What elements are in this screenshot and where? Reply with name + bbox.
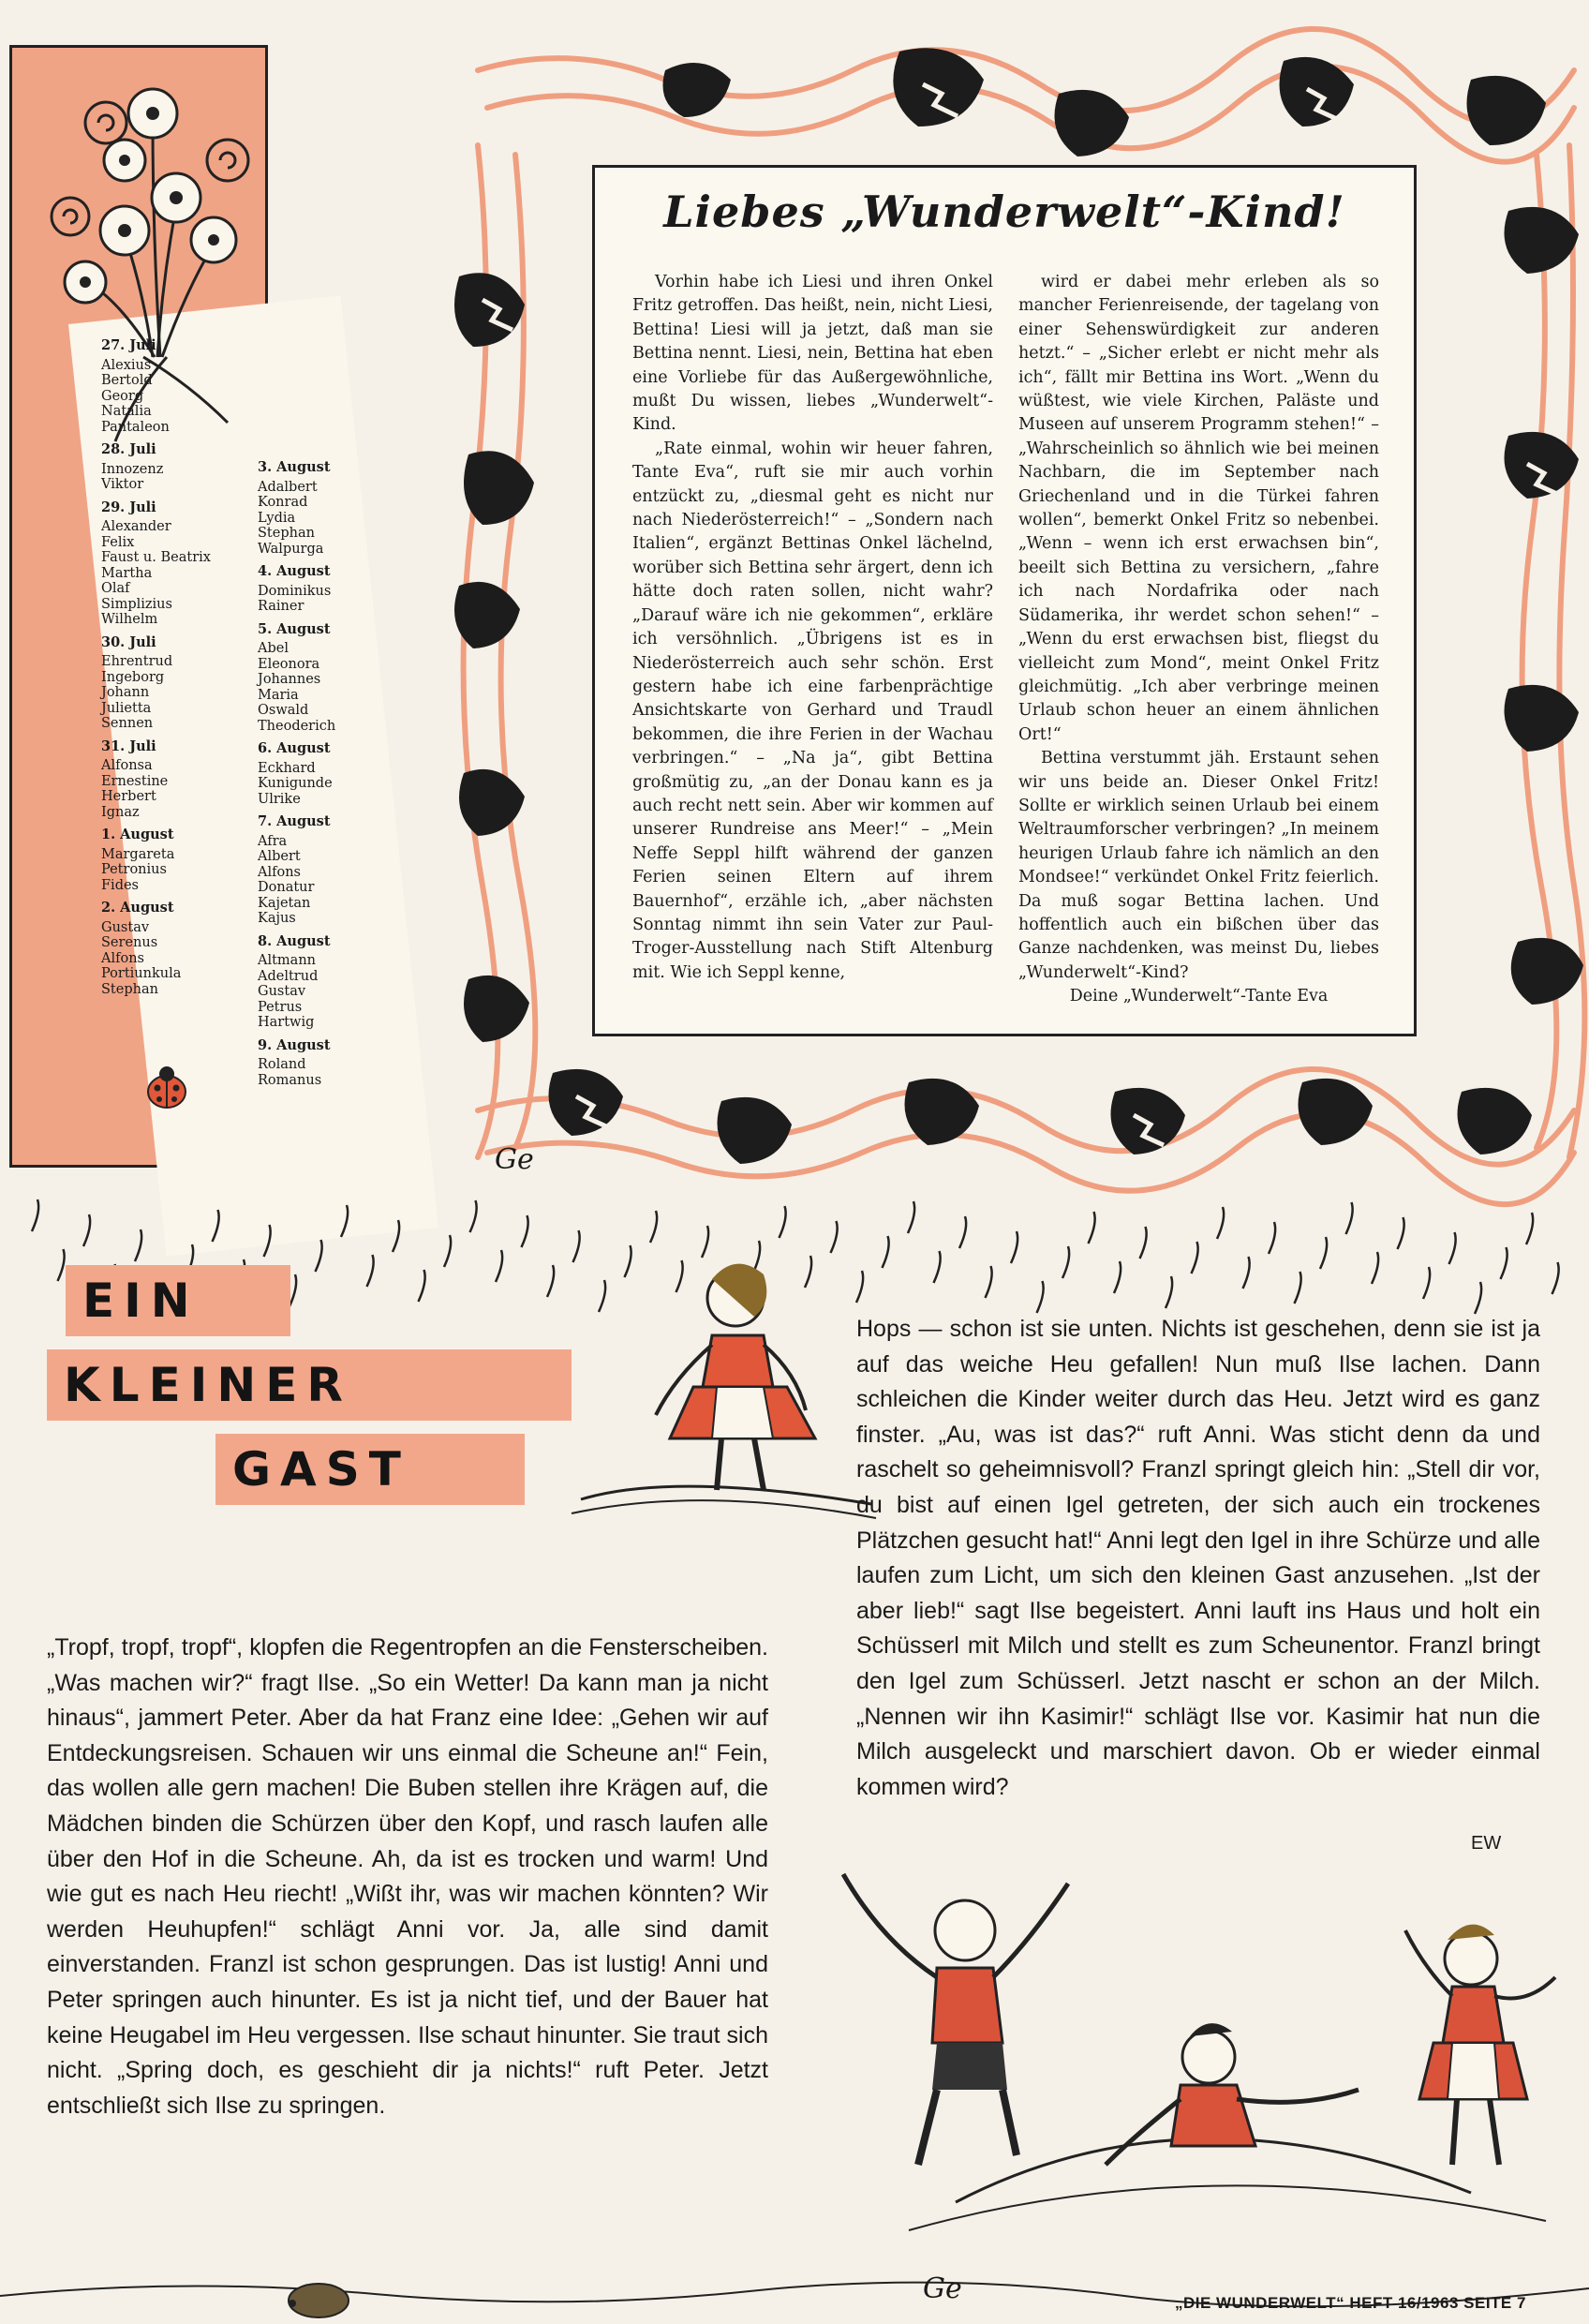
raindrop bbox=[1475, 1282, 1481, 1314]
calendar-names bbox=[258, 584, 335, 615]
calendar-name: Herbert bbox=[101, 789, 156, 804]
calendar-name: Alexander bbox=[101, 519, 171, 534]
calendar-name: Hartwig bbox=[258, 1015, 315, 1030]
calendar-name: Stephan bbox=[101, 981, 158, 997]
story-text-left bbox=[47, 1631, 768, 2123]
raindrop bbox=[522, 1215, 528, 1247]
calendar-name: Roland bbox=[258, 1057, 306, 1072]
raindrop bbox=[650, 1211, 657, 1243]
calendar-names bbox=[101, 920, 211, 998]
calendar-date: 28. Juli bbox=[101, 441, 156, 457]
calendar-name: Gustav bbox=[258, 984, 306, 999]
letter-paragraph: Bettina verstummt jäh. Erstaunt sehen wir uns beide an. Dieser Onkel Fritz! Sollte er wirklich seinen Urlaub bei einem Weltraumforscher verbringen? „In meinem heurigen Urlaub fahre ich nämlich an den Mondsee!“ verkündet Onkel Fritz feierlich. Da muß sogar Bettina lachen. Und hoffentlich auch ein bißchen über das Ganze nachdenken, was meinst Du, liebes „Wunderwelt“-Kind? bbox=[1018, 749, 1379, 982]
raindrop bbox=[1526, 1213, 1533, 1244]
calendar-name: Kunigunde bbox=[258, 776, 333, 791]
calendar-name: Petrus bbox=[258, 999, 303, 1015]
calendar-name: Romanus bbox=[258, 1072, 322, 1088]
calendar-names bbox=[101, 519, 211, 628]
raindrop bbox=[1217, 1207, 1224, 1239]
calendar-date: 9. August bbox=[258, 1036, 331, 1053]
calendar-entry bbox=[101, 635, 211, 732]
calendar-entry bbox=[258, 741, 335, 807]
raindrop bbox=[367, 1255, 374, 1287]
calendar-column-left bbox=[101, 338, 211, 1005]
raindrop bbox=[444, 1235, 451, 1267]
raindrop bbox=[1166, 1276, 1172, 1308]
calendar-names bbox=[258, 761, 335, 808]
calendar-name: Olaf bbox=[101, 581, 130, 596]
calendar-name: Felix bbox=[101, 534, 135, 550]
calendar-date: 2. August bbox=[101, 900, 174, 916]
calendar-name: Fides bbox=[101, 877, 140, 893]
calendar-date: 1. August bbox=[101, 827, 174, 842]
calendar-name: Viktor bbox=[101, 477, 144, 492]
calendar-name: Johann bbox=[101, 685, 150, 700]
calendar-name: Abel bbox=[258, 641, 289, 656]
calendar-column-right bbox=[258, 460, 335, 1095]
calendar-names bbox=[101, 847, 211, 894]
calendar-date: 27. Juli bbox=[101, 337, 156, 353]
calendar-names bbox=[101, 358, 211, 436]
raindrop bbox=[58, 1249, 65, 1281]
raindrop bbox=[1114, 1261, 1121, 1293]
raindrop bbox=[1398, 1217, 1404, 1249]
raindrop bbox=[986, 1266, 992, 1298]
calendar-names bbox=[258, 1057, 335, 1088]
raindrop bbox=[883, 1236, 889, 1268]
raindrop bbox=[1346, 1202, 1353, 1234]
ladybug-icon bbox=[139, 1060, 195, 1116]
raindrop bbox=[393, 1220, 399, 1252]
raindrop bbox=[934, 1251, 941, 1283]
raindrop bbox=[1501, 1247, 1507, 1279]
calendar-name: Eckhard bbox=[258, 760, 316, 776]
calendar-date: 30. Juli bbox=[101, 633, 156, 650]
calendar-date: 7. August bbox=[258, 813, 331, 829]
raindrop bbox=[135, 1229, 141, 1261]
calendar-entry bbox=[101, 338, 211, 435]
raindrop bbox=[1243, 1257, 1250, 1289]
calendar-name: Ingeborg bbox=[101, 669, 165, 685]
calendar-names bbox=[258, 641, 335, 734]
calendar-entry bbox=[258, 622, 335, 735]
raindrop bbox=[470, 1200, 477, 1232]
calendar-name: Ulrike bbox=[258, 791, 301, 807]
raindrop bbox=[1011, 1231, 1017, 1263]
calendar-name: Kajus bbox=[258, 911, 296, 926]
girl-illustration bbox=[562, 1246, 881, 1527]
story-title-word: GAST bbox=[215, 1434, 525, 1505]
calendar-date: 5. August bbox=[258, 620, 331, 637]
calendar-name: Johannes bbox=[258, 672, 321, 687]
calendar-entry bbox=[258, 934, 335, 1031]
calendar-date: 8. August bbox=[258, 932, 331, 949]
calendar-name: Albert bbox=[258, 849, 301, 864]
calendar-names bbox=[258, 480, 335, 558]
calendar-name: Lydia bbox=[258, 510, 296, 526]
raindrop bbox=[1320, 1237, 1327, 1269]
calendar-name: Alfons bbox=[258, 864, 301, 880]
hay-ground-with-hedgehog bbox=[0, 2249, 1589, 2324]
raindrop bbox=[341, 1205, 348, 1237]
calendar-name: Konrad bbox=[258, 495, 308, 510]
calendar-name: Walpurga bbox=[258, 541, 324, 557]
raindrop bbox=[1192, 1242, 1198, 1274]
letter-paragraph: „Rate einmal, wohin wir heuer fahren, Tante Eva“, ruft sie mir auch vorhin entzückt zu, „diesmal geht es nicht nur nach Niederösterreich!“ – „Sondern nach Italien“, ergänzt Bettinas Onkel lächelnd, worüber sich Bettina sehr ärgert, denn ich hätte doch raten sollen, nicht wahr? „Darauf wäre ich nie gekommen“, erkläre ich versöhnlich. „Übrigens ist es in Niederösterreich auch sehr schön. Erst gestern habe ich eine farbenprächtige Ansichtskarte von Gerhard und Traudl bekommen, die ihre Ferien in der Wachau verbringen.“ – „Na ja“, gibt Bettina großmütig zu, „an der Donau kann es ja auch recht nett sein. Aber wir kommen auf unserer Rundreise ans Meer!“ – „Mein Neffe Seppl hilft während der ganzen Ferien seinen Eltern auf ihrem Bauernhof“, erzähle ich, „aber nächsten Sonntag nimmt ihn sein Vater zur Paul-Troger-Ausstellung nach Stift Altenburg mit. Wie ich Seppl kenne, bbox=[632, 439, 993, 982]
calendar-names bbox=[101, 758, 211, 820]
artist-signature: Ge bbox=[495, 1143, 534, 1176]
calendar-name: Altmann bbox=[258, 953, 317, 968]
calendar-entry bbox=[258, 1038, 335, 1089]
story-paragraph: Hops — schon ist sie unten. Nichts ist geschehen, denn sie ist ja auf das weiche Heu gefallen! Nun muß Ilse lachen. Dann schleichen die Kinder weiter durch das Heu. Jetzt wird es ganz finster. „Au, was ist das?“ ruft Anni. Was sticht denn da und raschelt so geheimnisvoll? Franzl springt gleich hin: „Stell dir vor, du bist auf einen Igel getreten, der sich auch ein trockenes Plätzchen gesucht hat!“ Anni legt den Igel in ihre Schürze und alle laufen zum Licht, um sich den kleinen Gast anzusehen. „Ist der aber lieb!“ sagt Ilse begeistert. Anni lauft ins Haus und holt ein Schüsserl mit Milch und stellt es zum Scheunentor. Franzl bringt den Igel zum Schüsserl. Jetzt nascht er schon an der Milch. „Nennen wir ihn Kasimir!“ schlägt Ilse vor. Kasimir hat nun die Milch ausgeleckt und marschiert davon. Ob er wieder einmal kommen wird? bbox=[856, 1316, 1540, 1800]
story-text-right bbox=[856, 1312, 1540, 1805]
letter-paragraph: Vorhin habe ich Liesi und ihren Onkel Fritz getroffen. Das heißt, nein, nicht Liesi, Bettina! Liesi will ja jetzt, daß man sie Bettina nennt. Liesi, nein, Bettina hat eben eine Vorliebe für das Außergewöhnliche, mußt Du wissen, liebes „Wunderwelt“-Kind. bbox=[632, 273, 993, 435]
calendar-name: Alfonsa bbox=[101, 758, 153, 773]
calendar-name: Adeltrud bbox=[258, 968, 319, 984]
letter-paragraph: wird er dabei mehr erleben als so mancher Ferienreisende, der tagelang von einer Sehenswürdigkeit zur anderen hetzt.“ – „Sicher erlebt er nicht mehr als ich“, fällt mir Bettina ins Wort. „Wenn du wüßtest, wie viele Kirchen, Paläste und Museen auf unserem Programm stehen!“ – „Wahrscheinlich so ähnlich wie bei meinen Nachbarn, die im September nach Griechenland und in die Türkei fahren wollen“, bemerkt Onkel Fritz so nebenbei. „Wenn – wenn ich erst erwachsen bin“, beeilt sich Bettina zu versichern, „fahre ich nach Nordafrika oder nach Südamerika, ihr werdet schon sehen!“ – „Wenn du erst erwachsen bist, fliegst du vielleicht zum Mond“, meint Onkel Fritz gleichmütig. „Ich aber verbringe meinen Urlaub schon heuer an einem ähnlichen Ort!“ bbox=[1018, 273, 1379, 744]
calendar-name: Innozenz bbox=[101, 461, 164, 477]
raindrop bbox=[1140, 1227, 1147, 1259]
letter-column-left bbox=[632, 271, 993, 985]
raindrop bbox=[1062, 1246, 1069, 1278]
raindrop bbox=[290, 1274, 296, 1306]
raindrop bbox=[908, 1201, 914, 1233]
calendar-name: Sennen bbox=[101, 716, 154, 731]
calendar-name: Donatur bbox=[258, 880, 315, 895]
calendar-name: Ernestine bbox=[101, 773, 169, 789]
letter-signature: Deine „Wunderwelt“-Tante Eva bbox=[1069, 987, 1329, 1006]
raindrop bbox=[1089, 1212, 1095, 1244]
calendar-name: Pantaleon bbox=[101, 419, 170, 435]
raindrop bbox=[1423, 1267, 1430, 1299]
calendar-name: Portiunkula bbox=[101, 966, 182, 981]
calendar-name: Eleonora bbox=[258, 656, 320, 672]
story-paragraph: „Tropf, tropf, tropf“, klopfen die Regentropfen an die Fensterscheiben. „Was machen wir?“ fragt Ilse. „So ein Wetter! Da kann man ja nicht hinaus“, jammert Peter. Aber da hat Franz eine Idee: „Gehen wir auf Entdeckungsreisen. Schauen wir uns einmal die Scheune an!“ Fein, das wollen alle gern machen! Die Buben stellen ihre Krägen auf, die Mädchen binden die Schürzen über den Kopf, und rasch laufen alle über den Hof in die Scheune. Ah, da ist es trocken und warm! Und wie gut es nach Heu riecht! „Wißt ihr, was wir machen könnten? Wir werden Heuhupfen!“ schlägt Anni vor. Ja, alle sind damit einverstanden. Franzl ist schon gesprungen. Das ist lustig! Anni und Peter springen auch hinunter. Es ist ja nicht tief, und der Bauer hat keine Heugabel im Heu vergessen. Ilse schaut hinunter. Sie traut sich nicht. „Spring doch, es geschieht dir ja nichts!“ ruft Peter. Jetzt entschließt sich Ilse zu springen. bbox=[47, 1634, 768, 2119]
children-jumping-illustration bbox=[815, 1865, 1583, 2258]
story-title-word: KLEINER bbox=[47, 1349, 572, 1421]
calendar-entry bbox=[101, 901, 211, 997]
calendar-name: Ignaz bbox=[101, 804, 140, 820]
raindrop bbox=[496, 1250, 502, 1282]
calendar-name: Bertold bbox=[101, 373, 153, 388]
raindrop bbox=[32, 1199, 38, 1231]
calendar-name: Natalia bbox=[101, 404, 152, 419]
calendar-name: Alexius bbox=[101, 357, 152, 373]
calendar-date: 29. Juli bbox=[101, 499, 156, 515]
calendar-date: 4. August bbox=[258, 563, 331, 579]
calendar-name: Rainer bbox=[258, 599, 304, 614]
calendar-name: Afra bbox=[258, 833, 288, 849]
calendar-name: Dominikus bbox=[258, 583, 332, 599]
calendar-date: 31. Juli bbox=[101, 737, 156, 754]
raindrop bbox=[1372, 1252, 1378, 1284]
raindrop bbox=[547, 1265, 554, 1297]
calendar-names bbox=[101, 462, 211, 493]
story-title-word: EIN bbox=[66, 1265, 290, 1336]
calendar-name: Adalbert bbox=[258, 479, 318, 495]
page-footer: „DIE WUNDERWELT“ HEFT 16/1963 SEITE 7 bbox=[1175, 2294, 1526, 2312]
calendar-entry bbox=[101, 500, 211, 628]
calendar-entry bbox=[258, 460, 335, 557]
calendar-names bbox=[258, 834, 335, 927]
calendar-name: Petronius bbox=[101, 862, 167, 877]
raindrop bbox=[780, 1206, 786, 1238]
letter-column-right bbox=[1018, 271, 1379, 1009]
raindrop bbox=[419, 1270, 425, 1302]
calendar-name: Faust u. Beatrix bbox=[101, 550, 211, 565]
calendar-name: Maria bbox=[258, 687, 299, 703]
calendar-entry bbox=[258, 564, 335, 615]
calendar-name: Alfons bbox=[101, 950, 144, 966]
raindrop bbox=[1449, 1232, 1456, 1264]
calendar-names bbox=[101, 654, 211, 732]
calendar-entry bbox=[101, 442, 211, 493]
calendar-name: Oswald bbox=[258, 703, 309, 718]
letter-box bbox=[592, 165, 1417, 1036]
calendar-name: Georg bbox=[101, 388, 144, 404]
calendar-name: Theoderich bbox=[258, 718, 336, 734]
calendar-names bbox=[258, 953, 335, 1031]
calendar-name: Gustav bbox=[101, 919, 150, 935]
calendar-name: Simplizius bbox=[101, 596, 172, 612]
raindrop bbox=[1269, 1222, 1275, 1254]
story-author: EW bbox=[1471, 1833, 1502, 1854]
raindrop bbox=[213, 1210, 219, 1242]
raindrop bbox=[264, 1225, 271, 1257]
calendar-name: Kajetan bbox=[258, 895, 311, 911]
raindrop bbox=[1037, 1281, 1044, 1313]
letter-title: Liebes „Wunderwelt“-Kind! bbox=[663, 186, 1345, 237]
calendar-name: Martha bbox=[101, 565, 153, 581]
calendar-entry bbox=[101, 739, 211, 821]
raindrop bbox=[316, 1240, 322, 1272]
calendar-date: 6. August bbox=[258, 740, 331, 756]
calendar-entry bbox=[258, 814, 335, 927]
calendar-entry bbox=[101, 827, 211, 893]
calendar-name: Margareta bbox=[101, 846, 175, 862]
raindrop bbox=[959, 1216, 966, 1248]
raindrop bbox=[1295, 1272, 1301, 1304]
raindrop bbox=[1552, 1262, 1559, 1294]
calendar-name: Wilhelm bbox=[101, 612, 158, 627]
calendar-name: Julietta bbox=[101, 700, 152, 716]
calendar-name: Serenus bbox=[101, 935, 158, 950]
artist-signature: Ge bbox=[923, 2272, 962, 2305]
calendar-date: 3. August bbox=[258, 459, 331, 475]
calendar-name: Ehrentrud bbox=[101, 654, 173, 669]
name-day-calendar bbox=[9, 45, 336, 1168]
raindrop bbox=[83, 1214, 90, 1246]
calendar-name: Stephan bbox=[258, 526, 315, 541]
